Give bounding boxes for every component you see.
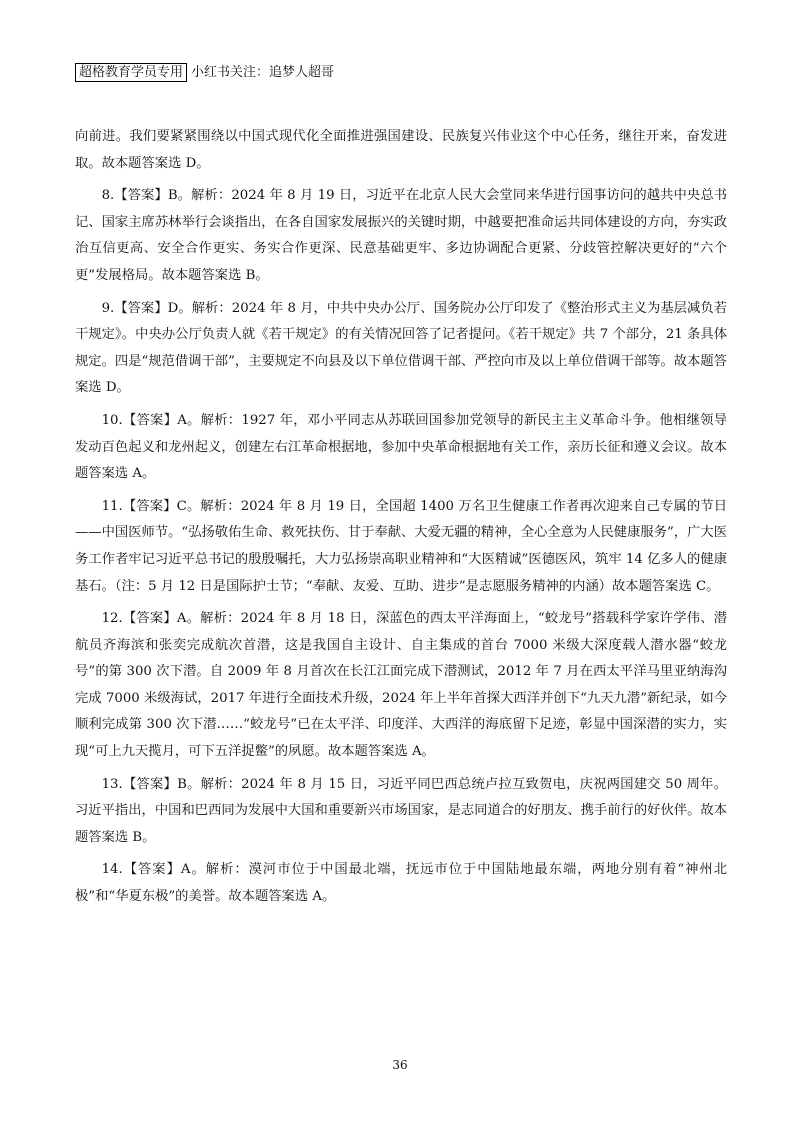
answer-8: 8.【答案】B。解析：2024 年 8 月 19 日，习近平在北京人民大会堂同来华进行国事访问的越共中央总书记、国家主席苏林举行会谈指出，在各自国家发展振兴的关键时期，中越要把准命运共同体建设的方向，夯实政治互信更高、安全合作更实、务实合作更深、民意基础更牢、多边协调配合更紧、分歧管控解决更好的“六个更”发展格局。故本题答案选 B。 <box>75 188 727 283</box>
answer-10: 10.【答案】A。解析：1927 年，邓小平同志从苏联回国参加党领导的新民主主义革命斗争。他相继领导发动百色起义和龙州起义，创建左右江革命根据地，参加中央革命根据地有关工作，亲历长征和遵义会议。故本题答案选 A。 <box>75 412 727 482</box>
answer-12: 12.【答案】A。解析：2024 年 8 月 18 日，深蓝色的西太平洋海面上，“蛟龙号”搭载科学家许学伟、潜航员齐海滨和张奕完成航次首潜，这是我国自主设计、自主集成的首台 7000 米级大深度载人潜水器“蛟龙号”的第 300 次下潜。自 2009 年 8 月首次在长江江面完成下潜测试，2012 年 7 月在西太平洋马里亚纳海沟完成 7000 米级海试，2017 年进行全面技术升级，2024 年上半年首探大西洋并创下“九天九潜”新纪录，如今顺利完成第 300 次下潜……“蛟龙号”已在太平洋、印度洋、大西洋的海底留下足迹，彰显中国深潜的实力，实现“可上九天揽月，可下五洋捉鳖”的夙愿。故本题答案选 A。 <box>75 611 727 760</box>
answer-explanations <box>75 124 727 917</box>
paragraph-continuation: 向前进。我们要紧紧围绕以中国式现代化全面推进强国建设、民族复兴伟业这个中心任务，继往开来，奋发进取。故本题答案选 D。 <box>75 129 727 171</box>
answer-14: 14.【答案】A。解析：漠河市位于中国最北端，抚远市位于中国陆地最东端，两地分别有着“神州北极”和“华夏东极”的美誉。故本题答案选 A。 <box>75 862 727 905</box>
answer-13: 13.【答案】B。解析：2024 年 8 月 15 日，习近平同巴西总统卢拉互致贺电，庆祝两国建交 50 周年。习近平指出，中国和巴西同为发展中大国和重要新兴市场国家，是志同道合的好朋友、携手前行的好伙伴。故本题答案选 B。 <box>75 776 727 845</box>
answer-11: 11.【答案】C。解析：2024 年 8 月 19 日，全国超 1400 万名卫生健康工作者再次迎来自己专属的节日——中国医师节。“弘扬敬佑生命、救死扶伤、甘于奉献、大爱无疆的精神，全心全意为人民健康服务”，广大医务工作者牢记习近平总书记的殷殷嘱托，大力弘扬崇高职业精神和“大医精诚”医德医风，筑牢 14 亿多人的健康基石。（注：5 月 12 日是国际护士节；“奉献、友爱、互助、进步”是志愿服务精神的内涵）故本题答案选 C。 <box>75 498 727 594</box>
header-note: 小红书关注：追梦人超哥 <box>191 64 335 80</box>
answer-9: 9.【答案】D。解析：2024 年 8 月，中共中央办公厅、国务院办公厅印发了《整治形式主义为基层减负若干规定》。中央办公厅负责人就《若干规定》的有关情况回答了记者提问。《若干规定》共 7 个部分，21 条具体规定。四是“规范借调干部”，主要规定不向县及以下单位借调干部、严控向市及以上单位借调干部等。故本题答案选 D。 <box>75 300 727 396</box>
page-header <box>75 63 334 82</box>
header-label-box: 超格教育学员专用 <box>75 63 187 82</box>
page-number: 36 <box>392 1058 408 1072</box>
